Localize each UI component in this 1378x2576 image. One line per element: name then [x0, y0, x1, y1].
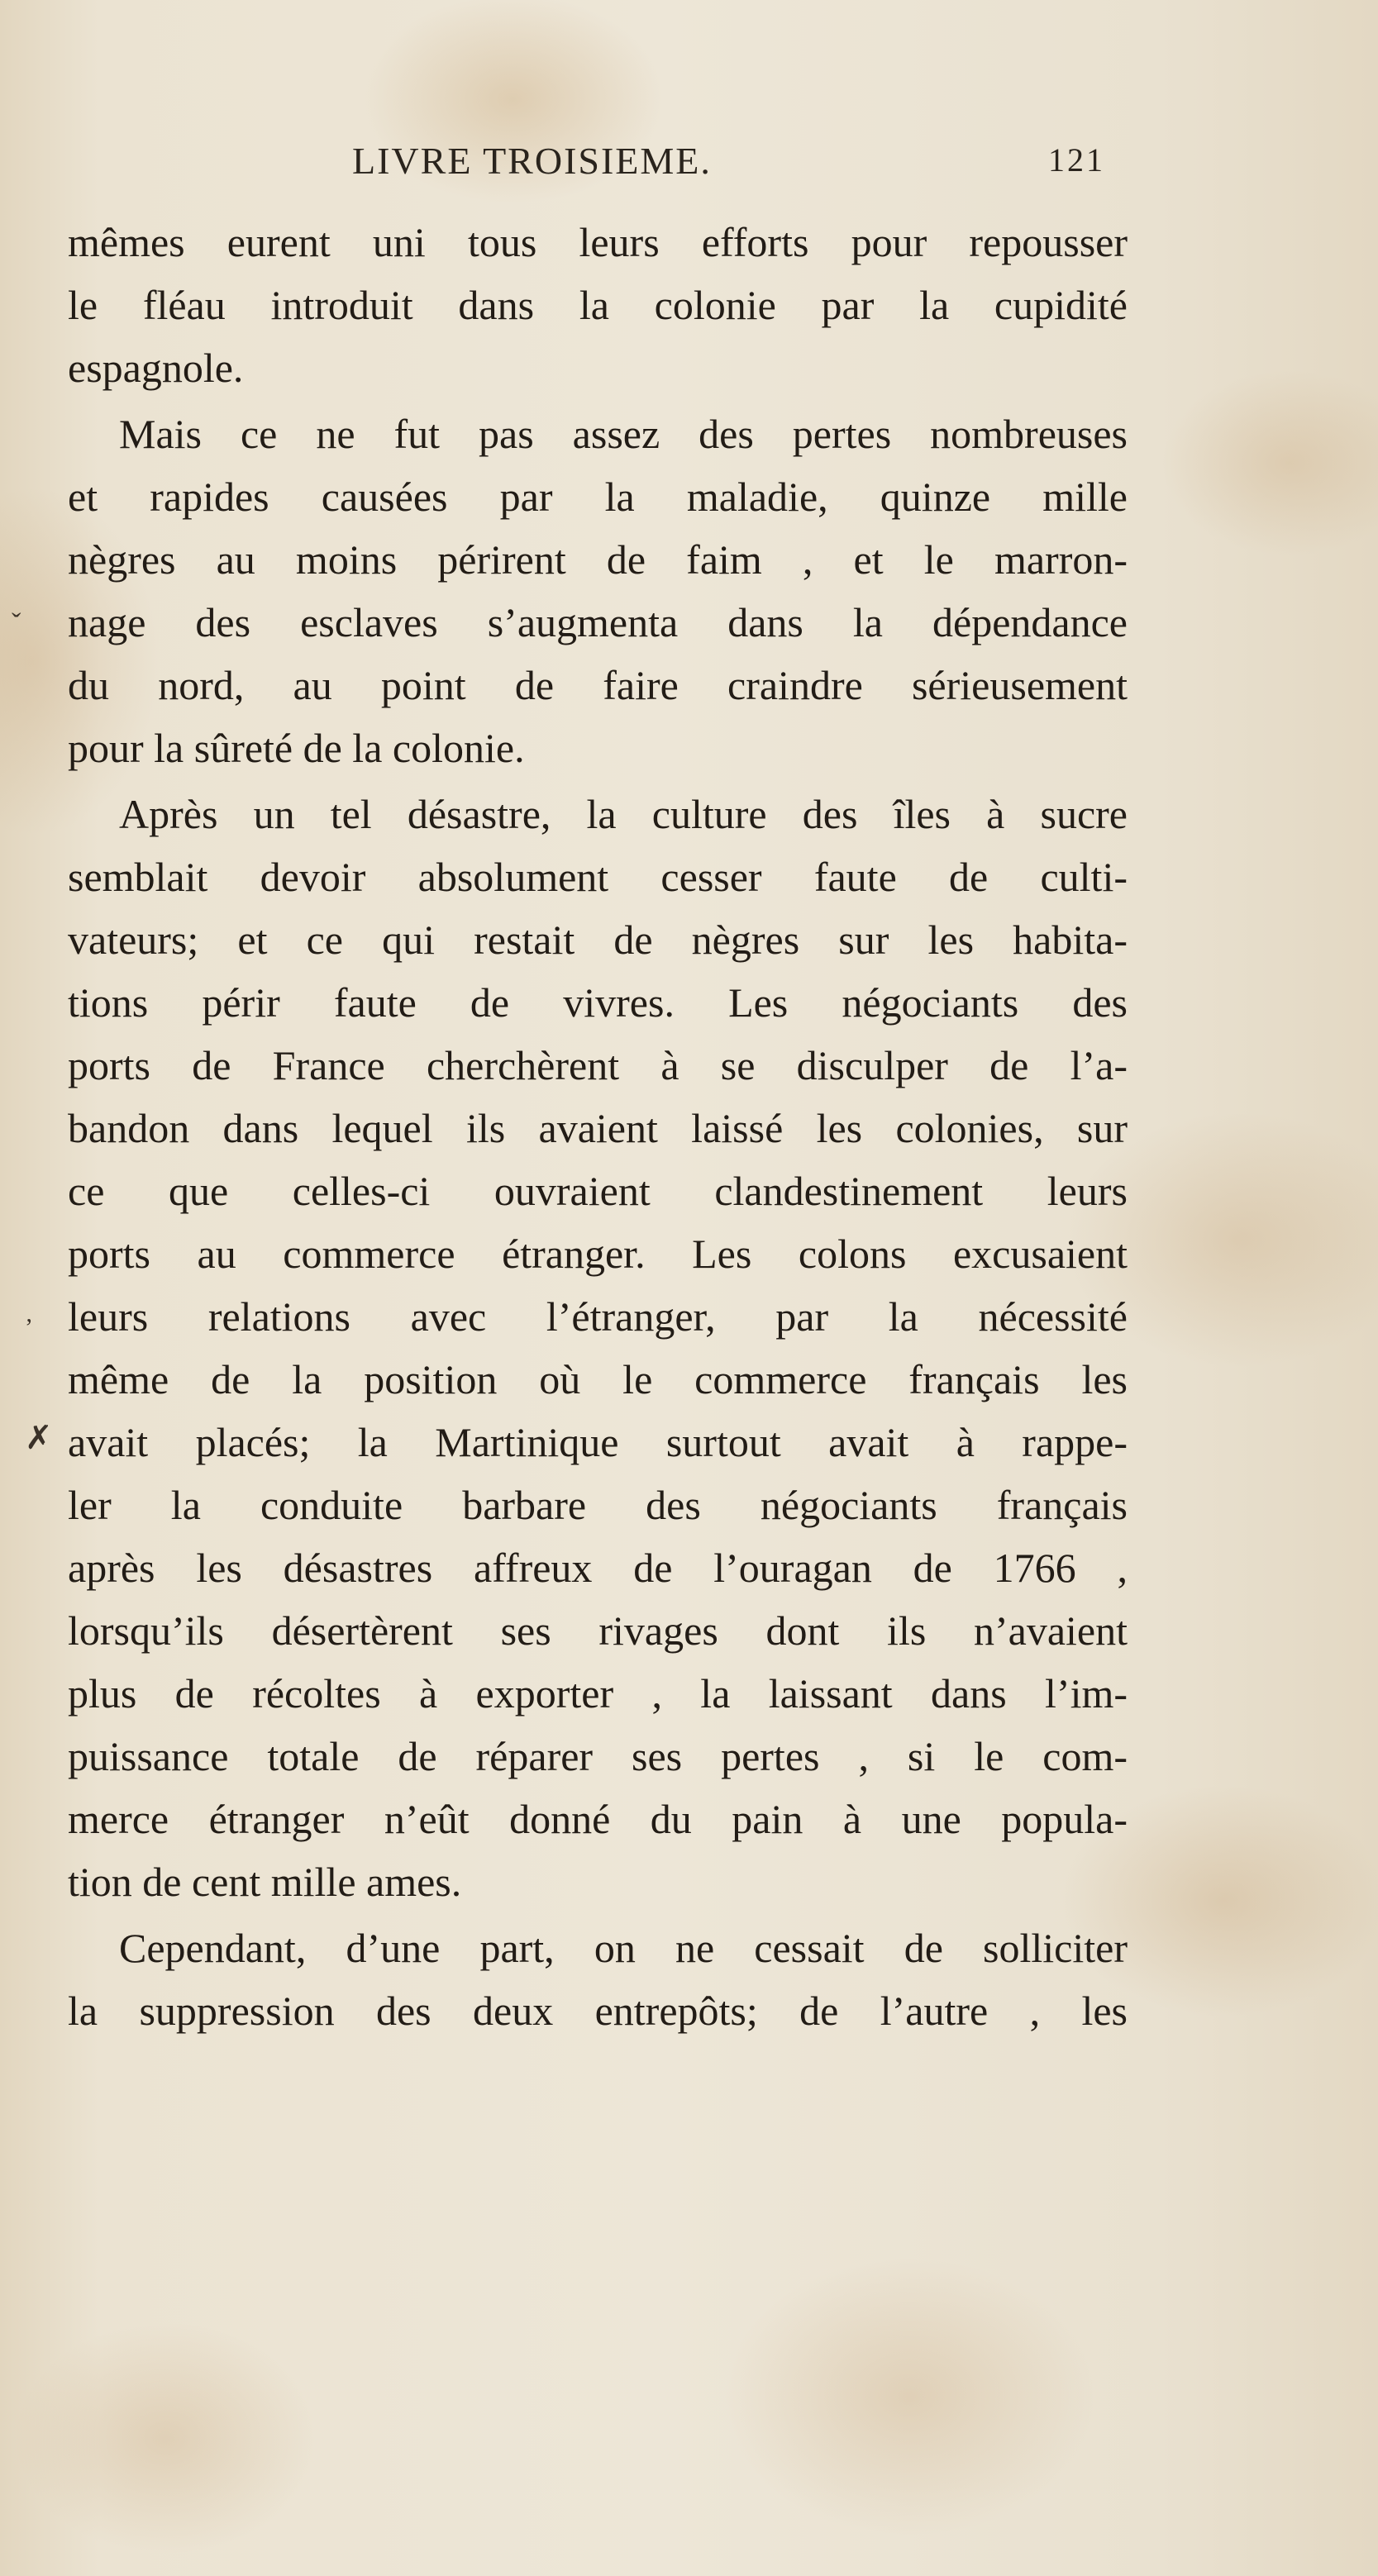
text-line: bandon dans lequel ils avaient laissé les colonies, sur — [68, 1105, 1128, 1151]
text-line: le fléau introduit dans la colonie par la cupidité — [68, 282, 1128, 328]
text-line: pour la sûreté de la colonie. — [68, 725, 525, 771]
text-line: ce que celles-ci ouvraient clandestinement leurs — [68, 1168, 1128, 1214]
text-line: puissance totale de réparer ses pertes , si le com- — [68, 1733, 1128, 1779]
text-line: et rapides causées par la maladie, quinze mille — [68, 474, 1128, 520]
text-line: Mais ce ne fut pas assez des pertes nombreuses — [119, 411, 1128, 457]
margin-mark: ✗ — [25, 1419, 53, 1456]
text-line: Cependant, d’une part, on ne cessait de solliciter — [119, 1925, 1128, 1971]
text-line: ports au commerce étranger. Les colons excusaient — [68, 1231, 1128, 1277]
text-line: la suppression des deux entrepôts; de l’autre , les — [68, 1988, 1128, 2034]
text-line: ler la conduite barbare des négociants français — [68, 1482, 1128, 1528]
text-line: mêmes eurent uni tous leurs efforts pour repousser — [68, 219, 1128, 265]
text-line: plus de récoltes à exporter , la laissant dans l’im- — [68, 1670, 1128, 1717]
text-line: vateurs; et ce qui restait de nègres sur les habita- — [68, 917, 1128, 963]
text-line: semblait devoir absolument cesser faute de culti- — [68, 854, 1128, 900]
text-line: ports de France cherchèrent à se disculper de l’a- — [68, 1042, 1128, 1088]
page-number: 121 — [1048, 141, 1105, 179]
text-line: nage des esclaves s’augmenta dans la dépendance — [68, 599, 1128, 645]
text-line: Après un tel désastre, la culture des îles à sucre — [119, 791, 1128, 837]
text-line: tion de cent mille ames. — [68, 1859, 462, 1905]
text-line: même de la position où le commerce français les — [68, 1356, 1128, 1402]
running-head — [0, 139, 1378, 188]
margin-mark: ˇ — [12, 608, 21, 639]
text-line: lorsqu’ils désertèrent ses rivages dont ils n’avaient — [68, 1607, 1128, 1654]
running-head-title: LIVRE TROISIEME. — [352, 140, 712, 182]
text-line: nègres au moins périrent de faim , et le marron- — [68, 536, 1128, 583]
text-line: espagnole. — [68, 345, 244, 391]
text-line: tions périr faute de vivres. Les négociants des — [68, 979, 1128, 1026]
text-line: du nord, au point de faire craindre sérieusement — [68, 662, 1128, 708]
text-line: après les désastres affreux de l’ouragan de 1766 , — [68, 1545, 1128, 1591]
text-line: leurs relations avec l’étranger, par la nécessité — [68, 1293, 1128, 1340]
text-line: merce étranger n’eût donné du pain à une popula- — [68, 1796, 1128, 1842]
text-line: avait placés; la Martinique surtout avait à rappe- — [68, 1419, 1128, 1465]
margin-mark: ʼ — [25, 1314, 33, 1341]
